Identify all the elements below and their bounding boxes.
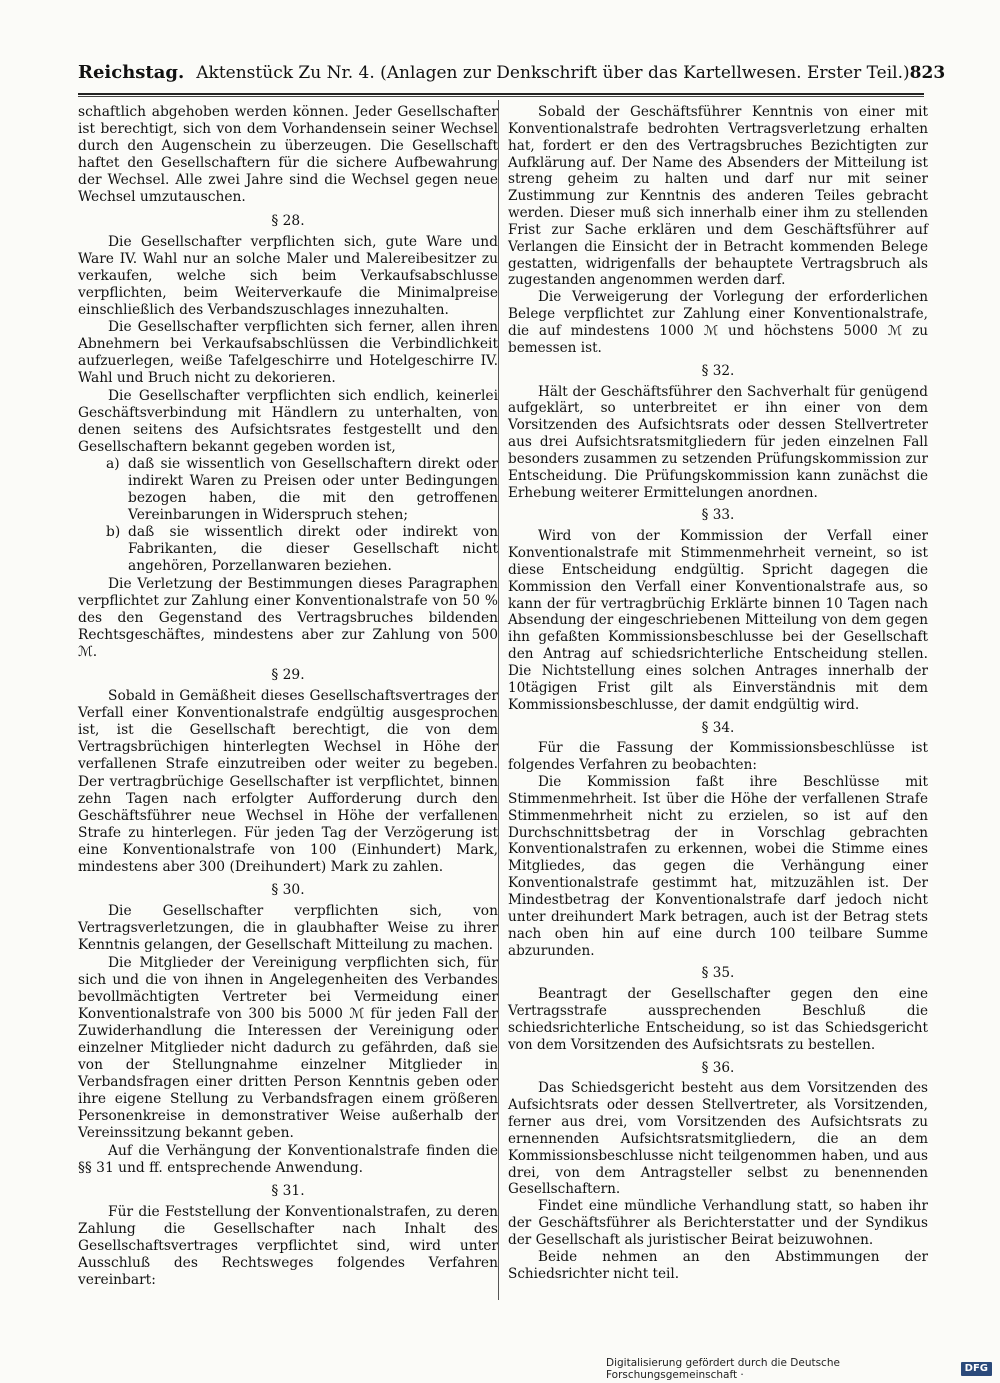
- dfg-logo: DFG: [961, 1362, 992, 1376]
- paragraph: Die Gesellschafter verpflichten sich, von Vertragsverletzungen, die in glaubhafter Weise zu ihrer Kenntnis gelangen, der Gesellschaft Mitteilung zu machen.: [78, 903, 498, 954]
- publication-name: Reichstag.: [78, 62, 185, 83]
- list-item-b: [78, 524, 498, 575]
- section-heading-28: § 28.: [271, 212, 305, 229]
- section-heading-30: § 30.: [271, 882, 305, 899]
- paragraph: Die Verletzung der Bestimmungen dieses Paragraphen verpflichtet zur Zahlung einer Konventionalstrafe von 50 % des den Gegenstand des Vertragsbruches bildenden Rechtsgeschäftes, mindestens aber zur Zahlung von 500 ℳ.: [78, 575, 498, 660]
- page-number: 823: [909, 63, 946, 83]
- paragraph: Sobald der Geschäftsführer Kenntnis von einer mit Konventionalstrafe bedrohten Vertragsverletzung erhalten hat, fordert er den des Vertragsbruches Bezichtigten zur Aufklärung auf. Der Name des Absenders der Mitteilung ist streng geheim zu halten und darf nur mit seiner Zustimmung zur Kenntnis des anderen Teiles gebracht werden. Dieser muß sich innerhalb einer ihm zu stellenden Frist zur Sache erklären und dem Geschäftsführer auf Verlangen die Einsicht der in Betracht kommenden Belege gestatten, widrigenfalls der behauptete Vertragsbruch als zugestanden angenommen werden darf.: [508, 104, 928, 289]
- paragraph: Die Gesellschafter verpflichten sich ferner, allen ihren Abnehmern bei Verkaufsabschlüssen die Verbindlichkeit aufzuerlegen, weiße Tafelgeschirre und Hotelgeschirre IV. Wahl und Bruch nicht zu dekorieren.: [78, 319, 498, 387]
- paragraph: Die Gesellschafter verpflichten sich endlich, keinerlei Geschäftsverbindung mit Händlern zu unterhalten, von denen seitens des Aufsichtsrates festgestellt und den Gesellschaftern bekannt gegeben worden ist,: [78, 387, 498, 455]
- digitization-footer: [606, 1357, 1000, 1381]
- paragraph: Die Gesellschafter verpflichten sich, gute Ware und Ware IV. Wahl nur an solche Maler und Malereibesitzer zu verkaufen, welche sich beim Verkaufsabschlusse verpflichten, beim Weiterverkaufe die Minimalpreise einschließlich des Verbandszuschlages innezuhalten.: [78, 233, 498, 319]
- paragraph: Findet eine mündliche Verhandlung statt, so haben ihr der Geschäftsführer als Berichterstatter und der Syndikus der Gesellschaft als juristischer Beirat beizuwohnen.: [508, 1198, 928, 1248]
- paragraph: Das Schiedsgericht besteht aus dem Vorsitzenden des Aufsichtsrats oder dessen Stellvertreter, als Vorsitzenden, ferner aus drei, vom Vorsitzenden des Aufsichtsrats zu ernennenden Aufsichtsratsmitgliedern, die an dem Kommissionsbeschlusse nicht teilgenommen haben, und aus drei, von dem Antragsteller selbst zu benennenden Gesellschaftern.: [508, 1080, 928, 1198]
- list-text: daß sie wissentlich direkt oder indirekt von Fabrikanten, die dieser Gesellschaft nicht angehören, Porzellanwaren beziehen.: [128, 524, 498, 575]
- paragraph: schaftlich abgehoben werden können. Jeder Gesellschafter ist berechtigt, sich von dem Vorhandensein seiner Wechsel durch den Augenschein zu überzeugen. Die Gesellschaft haftet den Gesellschaftern für die sichere Aufbewahrung der Wechsel. Alle zwei Jahre sind die Wechsel gegen neue Wechsel umzutauschen.: [78, 104, 498, 206]
- paragraph: Die Verweigerung der Vorlegung der erforderlichen Belege verpflichtet zur Zahlung einer Konventionalstrafe, die auf mindestens 1000 ℳ und höchstens 5000 ℳ zu bemessen ist.: [508, 289, 928, 356]
- running-header: [78, 62, 946, 88]
- list-label: b): [106, 524, 121, 541]
- section-heading-32: § 32.: [701, 362, 735, 379]
- section-heading-35: § 35.: [701, 965, 735, 982]
- paragraph: Beantragt der Gesellschafter gegen den eine Vertragsstrafe aussprechenden Beschluß die schiedsrichterliche Entscheidung, so ist das Schiedsgericht von dem Vorsitzenden des Aufsichtsrats zu bestellen.: [508, 986, 928, 1053]
- list-label: a): [106, 455, 120, 472]
- footer-text: Digitalisierung gefördert durch die Deutsche Forschungsgemeinschaft ·: [606, 1357, 840, 1381]
- list-item-a: [78, 456, 498, 524]
- paragraph: Die Mitglieder der Vereinigung verpflichten sich, für sich und die von ihnen in Angelegenheiten des Verbandes bevollmächtigten Vertreter bei Vermeidung einer Konventionalstrafe von 300 bis 5000 ℳ für jeden Fall der Zuwiderhandlung die Interessen der Vereinigung oder einzelner Mitglieder nicht dadurch zu gefährden, daß sie von der Stellungnahme einzelner Mitglieder in Verbandsfragen einer dritten Person Kenntnis geben oder ihre eigene Stellung zu Verbandsfragen einem größeren Personenkreise in demonstrativer Weise außerhalb der Vereinssitzung bekannt geben.: [78, 954, 498, 1142]
- header-title: Aktenstück Zu Nr. 4. (Anlagen zur Denkschrift über das Kartellwesen. Erster Teil.): [196, 63, 910, 83]
- paragraph: Wird von der Kommission der Verfall einer Konventionalstrafe mit Stimmenmehrheit verneint, so ist diese Entscheidung endgültig. Spricht dagegen die Kommission den Verfall einer Konventionalstrafe aus, so kann der für vertragbrüchig Erklärte binnen 10 Tagen nach Absendung der eingeschriebenen Mitteilung von dem gegen ihn gefaßten Kommissionsbeschlusse bei der Gesellschaft den Antrag auf schiedsrichterliche Entscheidung stellen. Die Nichtstellung eines solchen Antrages innerhalb der 10tägigen Frist gilt als Einverständnis mit dem Kommissionsbeschlusse, der damit endgültig wird.: [508, 528, 928, 713]
- paragraph: Hält der Geschäftsführer den Sachverhalt für genügend aufgeklärt, so unterbreitet er ihn einer von dem Vorsitzenden des Aufsichtsrats oder dessen Stellvertreter aus drei Aufsichtsratsmitgliedern für jeden einzelnen Fall besonders zusammen zu setzenden Prüfungskommission zur Entscheidung. Die Prüfungskommission kann zunächst die Erhebung weiterer Ermittelungen anordnen.: [508, 383, 928, 501]
- paragraph: Die Kommission faßt ihre Beschlüsse mit Stimmenmehrheit. Ist über die Höhe der verfallenen Strafe Stimmenmehrheit nicht zu erzielen, so ist auf den Durchschnittsbetrag der in Vorschlag gebrachten Konventionalstrafen zu erkennen, wobei die Stimme eines Mitgliedes, das gegen die Verhängung einer Konventionalstrafe gestimmt hat, mitzuzählen ist. Der Mindestbetrag der Konventionalstrafe darf jedoch nicht unter dreihundert Mark betragen, auch ist der Betrag stets nach oben hin auf eine durch 100 teilbare Summe abzurunden.: [508, 774, 928, 959]
- paragraph: Auf die Verhängung der Konventionalstrafe finden die §§ 31 und ff. entsprechende Anwendung.: [78, 1142, 498, 1176]
- paragraph: Sobald in Gemäßheit dieses Gesellschaftsvertrages der Verfall einer Konventionalstrafe endgültig ausgesprochen ist, ist die Gesellschaft berechtigt, die von dem Vertragsbrüchigen hinterlegten Wechsel in Höhe der verfallenen Strafe einzutreiben oder weiter zu begeben. Der vertragbrüchige Gesellschafter ist verpflichtet, binnen zehn Tagen nach erfolgter Aufforderung durch den Geschäftsführer neue Wechsel in Höhe der verfallenen Strafe zu hinterlegen. Für jeden Tag der Verzögerung ist eine Konventionalstrafe von 100 (Einhundert) Mark, mindestens aber 300 (Dreihundert) Mark zu zahlen.: [78, 688, 498, 876]
- paragraph: Beide nehmen an den Abstimmungen der Schiedsrichter nicht teil.: [508, 1248, 928, 1282]
- column-divider: [498, 100, 499, 1300]
- section-heading-29: § 29.: [271, 667, 305, 683]
- left-column: [78, 104, 498, 1289]
- section-heading-36: § 36.: [701, 1059, 735, 1076]
- header-rule: [78, 93, 924, 95]
- paragraph: Für die Fassung der Kommissionsbeschlüsse ist folgendes Verfahren zu beobachten:: [508, 740, 928, 774]
- right-column: [508, 104, 928, 1283]
- section-heading-33: § 33.: [701, 507, 735, 524]
- section-heading-34: § 34.: [701, 719, 735, 736]
- header-rule-thin: [78, 96, 924, 97]
- paragraph: Für die Feststellung der Konventionalstrafen, zu deren Zahlung die Gesellschafter nach Inhalt des Gesellschaftsvertrages verpflichtet sind, wird unter Ausschluß des Rechtsweges folgendes Verfahren vereinbart:: [78, 1203, 498, 1289]
- section-heading-31: § 31.: [271, 1182, 305, 1199]
- list-text: daß sie wissentlich von Gesellschaftern direkt oder indirekt Waren zu Preisen oder unter Bedingungen bezogen haben, die mit den getroffenen Vereinbarungen in Widerspruch stehen;: [128, 455, 498, 524]
